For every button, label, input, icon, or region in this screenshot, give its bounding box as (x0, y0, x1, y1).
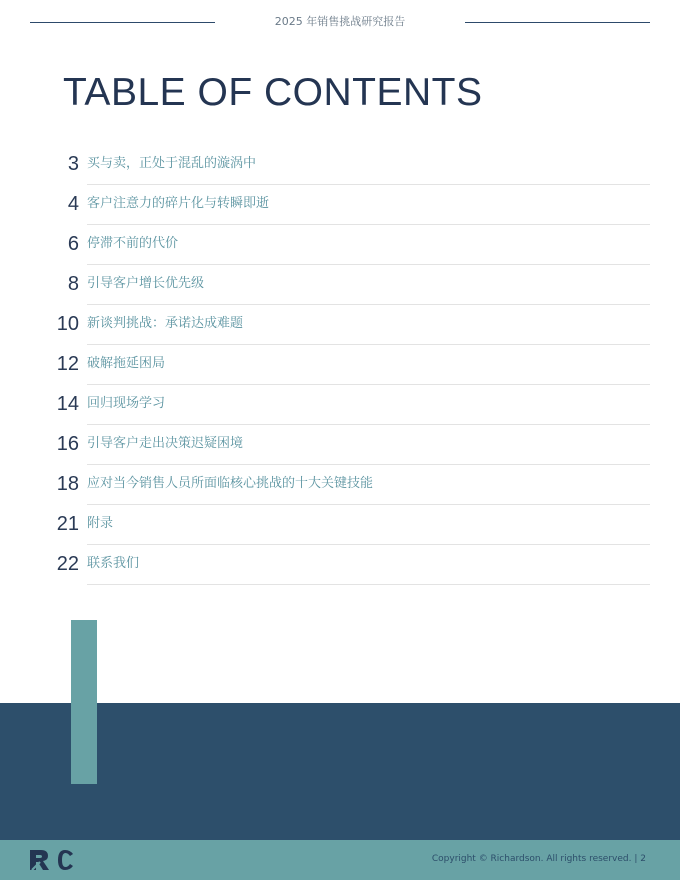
toc-entry-label[interactable]: 回归现场学习 (87, 396, 166, 411)
toc-page-number: 18 (56, 473, 79, 495)
toc-page-number: 4 (67, 193, 79, 215)
divider (87, 584, 650, 585)
toc-entry-label[interactable]: 应对当今销售人员所面临核心挑战的十大关键技能 (87, 476, 374, 491)
header-rule-right (465, 22, 650, 23)
toc-entry[interactable] (0, 545, 680, 585)
copyright-label: Copyright © Richardson. All rights reserved. (431, 854, 632, 864)
header-title: 2025 年销售挑战研究报告 (274, 15, 406, 28)
toc-entry[interactable] (0, 385, 680, 425)
toc-entry[interactable] (0, 145, 680, 185)
toc-entry[interactable] (0, 345, 680, 385)
header-rule-left (30, 22, 215, 23)
toc-page-number: 14 (56, 393, 79, 415)
footer (0, 840, 680, 880)
toc-entry[interactable] (0, 425, 680, 465)
separator: | (634, 854, 641, 864)
toc-page-number: 3 (67, 153, 79, 175)
toc-page-number: 12 (56, 353, 79, 375)
toc-entry[interactable] (0, 185, 680, 225)
toc-entry-label[interactable]: 买与卖，正处于混乱的漩涡中 (87, 156, 257, 171)
toc-page-number: 10 (56, 313, 79, 335)
toc-entry[interactable] (0, 305, 680, 345)
toc-page-number: 21 (56, 513, 79, 535)
toc-page-number: 8 (67, 273, 79, 295)
page-title: TABLE OF CONTENTS (63, 71, 483, 114)
toc-page-number: 22 (56, 553, 79, 575)
toc-entry-label[interactable]: 新谈判挑战：承诺达成难题 (87, 316, 244, 331)
toc-entry[interactable] (0, 465, 680, 505)
toc-entry-label[interactable]: 引导客户走出决策迟疑困境 (87, 436, 244, 451)
toc-entry-label[interactable]: 客户注意力的碎片化与转瞬即逝 (87, 196, 270, 211)
decorative-band (0, 703, 680, 840)
toc-page-number: 16 (56, 433, 79, 455)
toc-entry-label[interactable]: 联系我们 (87, 556, 140, 571)
toc-entry-label[interactable]: 引导客户增长优先级 (87, 276, 205, 291)
toc-page-number: 6 (67, 233, 79, 255)
toc-entry[interactable] (0, 265, 680, 305)
richardson-logo-icon (30, 848, 76, 872)
toc-entry-label[interactable]: 破解拖延困局 (87, 356, 166, 371)
toc-list (0, 145, 680, 585)
decorative-accent-bar (71, 620, 97, 784)
page-number: 2 (640, 854, 646, 864)
copyright-text (432, 852, 646, 866)
toc-entry[interactable] (0, 505, 680, 545)
toc-entry-label[interactable]: 附录 (87, 516, 114, 531)
toc-entry[interactable] (0, 225, 680, 265)
toc-entry-label[interactable]: 停滞不前的代价 (87, 236, 179, 251)
